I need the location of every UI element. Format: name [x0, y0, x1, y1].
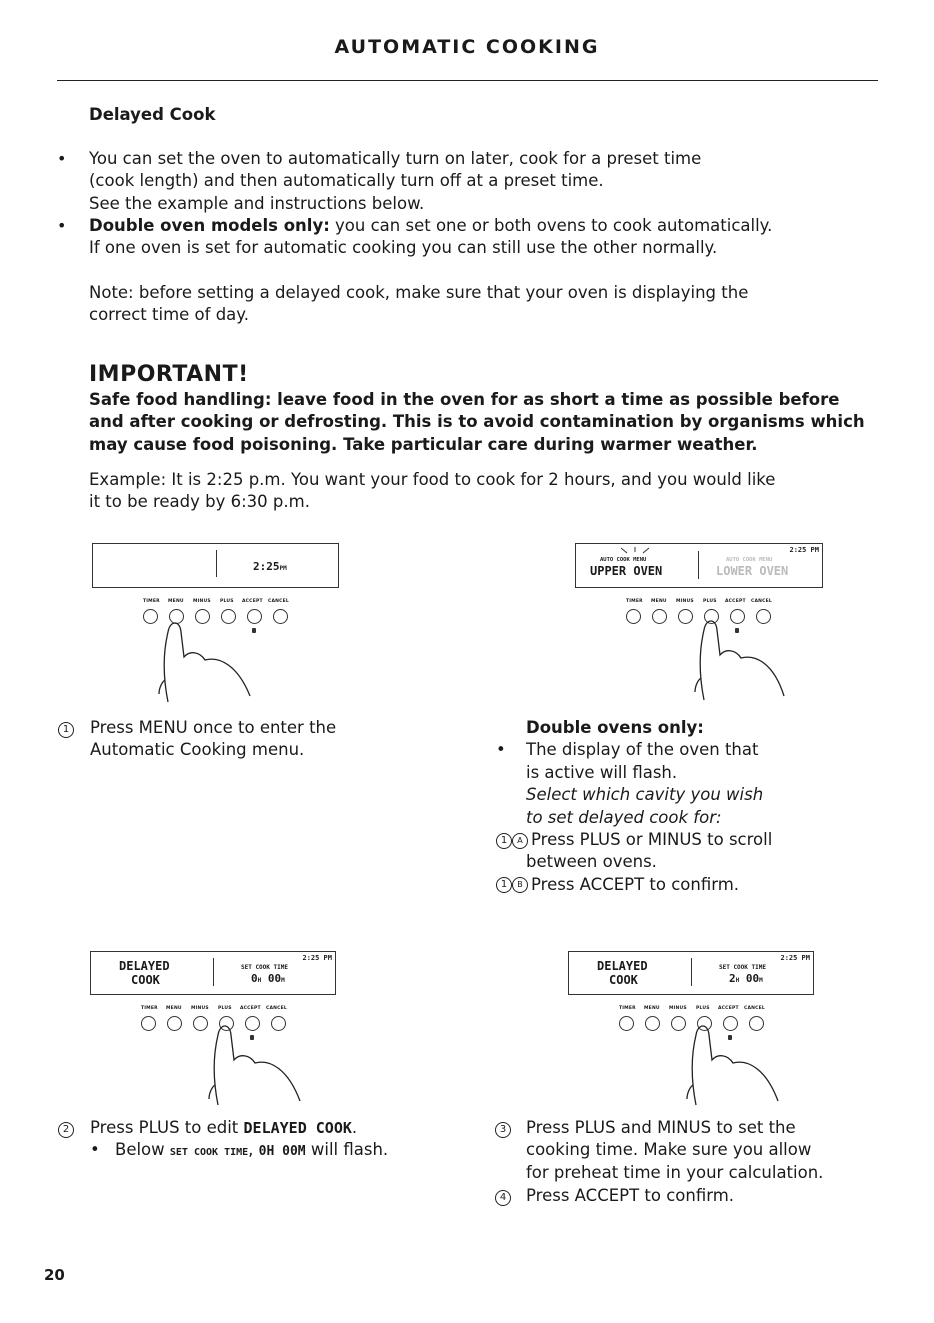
display-time [253, 560, 287, 573]
italic-text: Select which cavity you wish [526, 785, 764, 805]
finger-pointer-icon [150, 612, 260, 704]
display-time: 2:25 PM [302, 954, 332, 962]
line-text: Press PLUS to edit [90, 1118, 244, 1137]
important-line: Safe food handling: leave food in the oven for as short a time as possible before [89, 390, 840, 409]
example-line: Example: It is 2:25 p.m. You want your food to cook for 2 hours, and you would like [89, 470, 776, 489]
time-ampm: PM [279, 565, 287, 572]
hours-value: 0 [251, 972, 258, 985]
lower-oven-label: LOWER OVEN [716, 564, 789, 578]
bullet-line: See the example and instructions below. [89, 193, 425, 213]
important-text [89, 389, 889, 456]
note [89, 282, 889, 327]
btn-label-minus: MINUS [193, 599, 211, 604]
display-delayed-label: DELAYED [597, 959, 648, 973]
bullet-paragraph [89, 215, 909, 260]
page-title: AUTOMATIC COOKING [334, 36, 600, 58]
note-line: Note: before setting a delayed cook, make sure that your oven is displaying the [89, 283, 749, 302]
step-number: 1 [496, 833, 512, 849]
double-italic-line [496, 784, 876, 806]
display-time: 2:25 PM [789, 546, 819, 554]
display-divider [691, 958, 692, 986]
btn-label-menu: MENU [166, 1006, 182, 1011]
btn-label-cancel: CANCEL [268, 599, 289, 604]
oven-display [92, 543, 339, 588]
btn-label-accept: ACCEPT [725, 599, 746, 604]
step-1-text [90, 717, 420, 762]
btn-label-timer: TIMER [141, 1006, 158, 1011]
step-line: Press MENU once to enter the [90, 718, 337, 737]
minutes-unit: M [281, 977, 285, 984]
btn-label-plus: PLUS [696, 1006, 710, 1011]
important-heading: IMPORTANT! [89, 362, 249, 387]
oven-display [575, 543, 823, 588]
btn-label-accept: ACCEPT [242, 599, 263, 604]
header-divider [57, 80, 878, 81]
minutes-unit: M [759, 977, 763, 984]
step-marker [496, 874, 528, 896]
bullet-line [89, 215, 909, 237]
step-letter: B [512, 877, 528, 893]
step-number: 1 [58, 722, 74, 738]
double-line: between ovens. [526, 852, 657, 872]
minutes-value: 00 [745, 972, 760, 985]
btn-label-minus: MINUS [669, 1006, 687, 1011]
btn-label-plus: PLUS [703, 599, 717, 604]
btn-label-cancel: CANCEL [751, 599, 772, 604]
bullet-paragraph [89, 148, 889, 215]
set-cook-time-label: SET COOK TIME [719, 964, 766, 971]
step-line [90, 1117, 470, 1139]
display-cook-label: COOK [609, 973, 638, 987]
bullet-line: (cook length) and then automatically turn off at a preset time. [89, 171, 604, 191]
btn-label-timer: TIMER [626, 599, 643, 604]
step-line: Automatic Cooking menu. [90, 740, 305, 760]
step-2-text [90, 1117, 470, 1165]
example [89, 469, 889, 514]
page-number: 20 [44, 1266, 65, 1284]
line-text: , [248, 1140, 254, 1160]
line-text: Press ACCEPT to confirm. [531, 874, 740, 894]
finger-pointer-icon [678, 1015, 788, 1107]
timer-button[interactable] [626, 609, 641, 624]
bullet-marker: • [57, 149, 67, 168]
cook-time-value [251, 972, 285, 985]
double-step-b [496, 874, 876, 896]
timer-button[interactable] [141, 1016, 156, 1031]
italic-text: to set delayed cook for: [526, 807, 722, 827]
btn-label-timer: TIMER [143, 599, 160, 604]
hours-value: 2 [729, 972, 736, 985]
hours-unit: H [257, 977, 262, 984]
double-line: is active will flash. [526, 762, 678, 782]
menu-button[interactable] [645, 1016, 660, 1031]
step-2 [58, 1118, 74, 1140]
btn-label-menu: MENU [651, 599, 667, 604]
step-3 [495, 1118, 511, 1140]
double-step-a [496, 829, 876, 851]
btn-label-menu: MENU [168, 599, 184, 604]
btn-label-accept: ACCEPT [240, 1006, 261, 1011]
note-line: correct time of day. [89, 305, 249, 325]
bullet-bold: Double oven models only: [89, 216, 330, 235]
btn-label-plus: PLUS [220, 599, 234, 604]
section-title: Delayed Cook [89, 105, 216, 124]
step-line: cooking time. Make sure you allow [526, 1140, 812, 1160]
lcd-text: 0H 00M [258, 1144, 306, 1160]
lcd-text: SET COOK TIME [169, 1147, 249, 1159]
step-number: 4 [495, 1190, 511, 1206]
step-3-text [526, 1117, 926, 1184]
btn-label-accept: ACCEPT [718, 1006, 739, 1011]
important-line: and after cooking or defrosting. This is to avoid contamination by organisms which [89, 412, 865, 432]
step-letter: A [512, 833, 528, 849]
bullet-line: If one oven is set for automatic cooking you can still use the other normally. [89, 238, 718, 258]
double-ovens-heading: Double ovens only: [526, 718, 704, 737]
lcd-text: DELAYED COOK [243, 1119, 352, 1137]
btn-label-cancel: CANCEL [744, 1006, 765, 1011]
btn-label-minus: MINUS [676, 599, 694, 604]
time-value: 2:25 [253, 560, 280, 573]
step-number: 3 [495, 1122, 511, 1138]
bullet-rest: you can set one or both ovens to cook automatically. [329, 216, 773, 235]
bullet-line: You can set the oven to automatically turn on later, cook for a preset time [89, 149, 702, 168]
set-cook-time-label: SET COOK TIME [241, 964, 288, 971]
step-line: Press PLUS and MINUS to set the [526, 1118, 796, 1137]
lower-oven-label-top: AUTO COOK MENU [726, 557, 773, 563]
upper-oven-label: UPPER OVEN [590, 564, 663, 578]
oven-display [568, 951, 814, 995]
step-number: 1 [496, 877, 512, 893]
step-number: 2 [58, 1122, 74, 1138]
finger-pointer-icon [200, 1015, 310, 1107]
bullet-marker: • [57, 216, 67, 235]
line-text: Press PLUS or MINUS to scroll [531, 830, 773, 850]
line-text: The display of the oven that [526, 740, 759, 760]
double-italic-line [496, 807, 876, 829]
step-4 [495, 1186, 511, 1208]
display-divider [216, 550, 217, 577]
minutes-value: 00 [267, 972, 282, 985]
timer-button[interactable] [619, 1016, 634, 1031]
bullet-marker: • [496, 740, 506, 760]
btn-label-menu: MENU [644, 1006, 660, 1011]
display-cook-label: COOK [131, 973, 160, 987]
btn-label-timer: TIMER [619, 1006, 636, 1011]
line-text: Below [115, 1140, 170, 1160]
line-text: will flash. [305, 1140, 389, 1160]
step-4-text: Press ACCEPT to confirm. [526, 1186, 735, 1205]
btn-label-cancel: CANCEL [266, 1006, 287, 1011]
bullet-marker: • [90, 1140, 100, 1160]
menu-button[interactable] [167, 1016, 182, 1031]
important-line: may cause food poisoning. Take particular care during warmer weather. [89, 434, 758, 454]
upper-oven-label-top: AUTO COOK MENU [600, 557, 647, 563]
step-line: for preheat time in your calculation. [526, 1162, 824, 1182]
display-time: 2:25 PM [780, 954, 810, 962]
step-1 [58, 718, 74, 740]
example-line: it to be ready by 6:30 p.m. [89, 492, 310, 512]
oven-display [90, 951, 336, 995]
btn-label-plus: PLUS [218, 1006, 232, 1011]
hours-unit: H [735, 977, 740, 984]
finger-pointer-icon [686, 608, 796, 702]
double-ovens-block [496, 717, 876, 896]
double-bullet-line [496, 739, 876, 761]
cook-time-value [729, 972, 763, 985]
cancel-button[interactable] [273, 609, 288, 624]
step-sub-bullet [90, 1139, 470, 1164]
flash-indicator-icon [615, 545, 655, 557]
btn-label-minus: MINUS [191, 1006, 209, 1011]
display-delayed-label: DELAYED [119, 959, 170, 973]
display-divider [213, 958, 214, 986]
line-text: . [351, 1118, 358, 1137]
step-marker [496, 829, 528, 851]
menu-button[interactable] [652, 609, 667, 624]
display-divider [698, 551, 699, 579]
